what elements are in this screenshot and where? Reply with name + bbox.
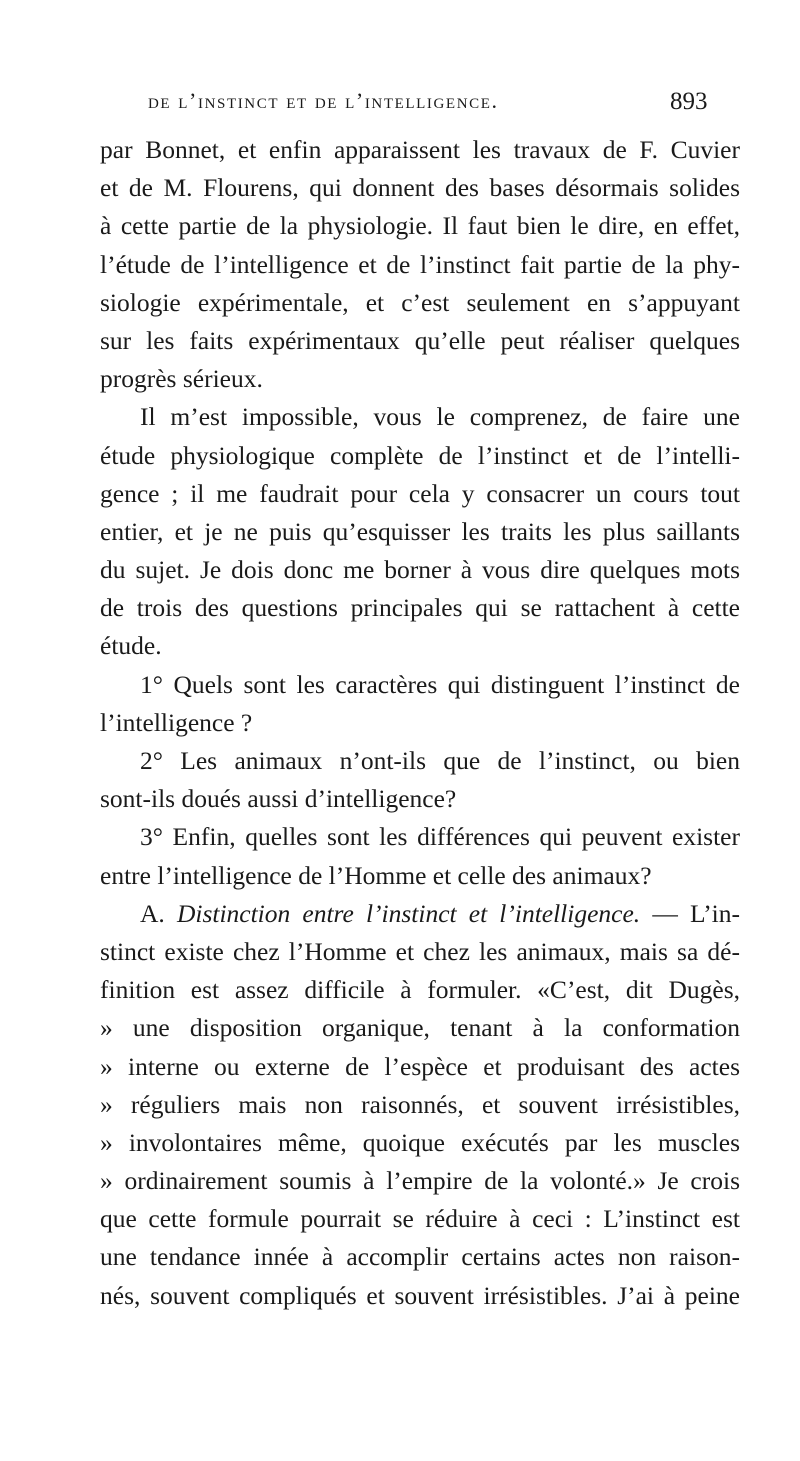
body-text: [100, 131, 740, 1315]
text-line: entre l’intelligence de l’Homme et celle des animaux?: [100, 860, 652, 890]
quote-line: » involontaires même, quoique exécutés par les muscles: [100, 1127, 740, 1157]
running-title: de l’instinct et de l’intelligence.: [148, 88, 499, 113]
text-line: du sujet. Je dois donc me borner à vous dire quelques mots: [100, 555, 740, 585]
text-line: et de M. Flourens, qui donnent des bases désormais solides: [100, 173, 740, 203]
text-line: progrès sérieux.: [100, 364, 263, 394]
question-1-line: 1° Quels sont les caractères qui distinguent l’instinct de: [140, 669, 740, 699]
text-line: stinct existe chez l’Homme et chez les animaux, mais sa dé-: [100, 936, 740, 966]
text-line: sur les faits expérimentaux qu’elle peut réaliser quelques: [100, 325, 740, 355]
text-line: une tendance innée à accomplir certains actes non raison-: [100, 1242, 740, 1272]
text-line: finition est assez difficile à formuler. «C’est, dit Dugès,: [100, 975, 740, 1005]
text-line: que cette formule pourrait se réduire à ceci : L’instinct est: [100, 1204, 740, 1234]
quote-line: » une disposition organique, tenant à la conformation: [100, 1013, 740, 1043]
section-title: Distinction entre l’instinct et l’intelligence.: [176, 898, 641, 928]
text-line: à cette partie de la physiologie. Il faut bien le dire, en effet,: [100, 211, 740, 241]
question-3-line: 3° Enfin, quelles sont les différences qui peuvent exister: [140, 822, 740, 852]
text-line: étude.: [100, 631, 162, 661]
text-line: l’intelligence ?: [100, 707, 253, 737]
running-head: [0, 88, 800, 128]
text-line: entier, et je ne puis qu’esquisser les traits les plus saillants: [100, 516, 740, 546]
text-line: nés, souvent compliqués et souvent irrésistibles. J’ai à peine: [100, 1280, 740, 1310]
section-heading-line: [100, 895, 740, 933]
text-line: sont-ils doués aussi d’intelligence?: [100, 784, 457, 814]
section-label: A.: [140, 898, 165, 928]
paragraph-start-line: Il m’est impossible, vous le comprenez, de faire une: [140, 402, 740, 432]
page-number: 893: [670, 88, 708, 115]
quote-line: » réguliers mais non raisonnés, et souvent irrésistibles,: [100, 1089, 740, 1119]
text-line: l’étude de l’intelligence et de l’instinct fait partie de la phy-: [100, 249, 740, 279]
quote-line: » ordinairement soumis à l’empire de la volonté.» Je crois: [100, 1166, 740, 1196]
text-line: étude physiologique complète de l’instinct et de l’intelli-: [100, 440, 740, 470]
text-line: de trois des questions principales qui se rattachent à cette: [100, 593, 740, 623]
text-line: siologie expérimentale, et c’est seulement en s’appuyant: [100, 287, 740, 317]
quote-line: » interne ou externe de l’espèce et produisant des actes: [100, 1051, 740, 1081]
text-line: par Bonnet, et enfin apparaissent les travaux de F. Cuvier: [100, 135, 740, 164]
text-line: gence ; il me faudrait pour cela y consacrer un cours tout: [100, 478, 740, 508]
question-2-line: 2° Les animaux n’ont-ils que de l’instinct, ou bien: [140, 746, 740, 775]
section-heading-rest: — L’in-: [652, 898, 741, 928]
